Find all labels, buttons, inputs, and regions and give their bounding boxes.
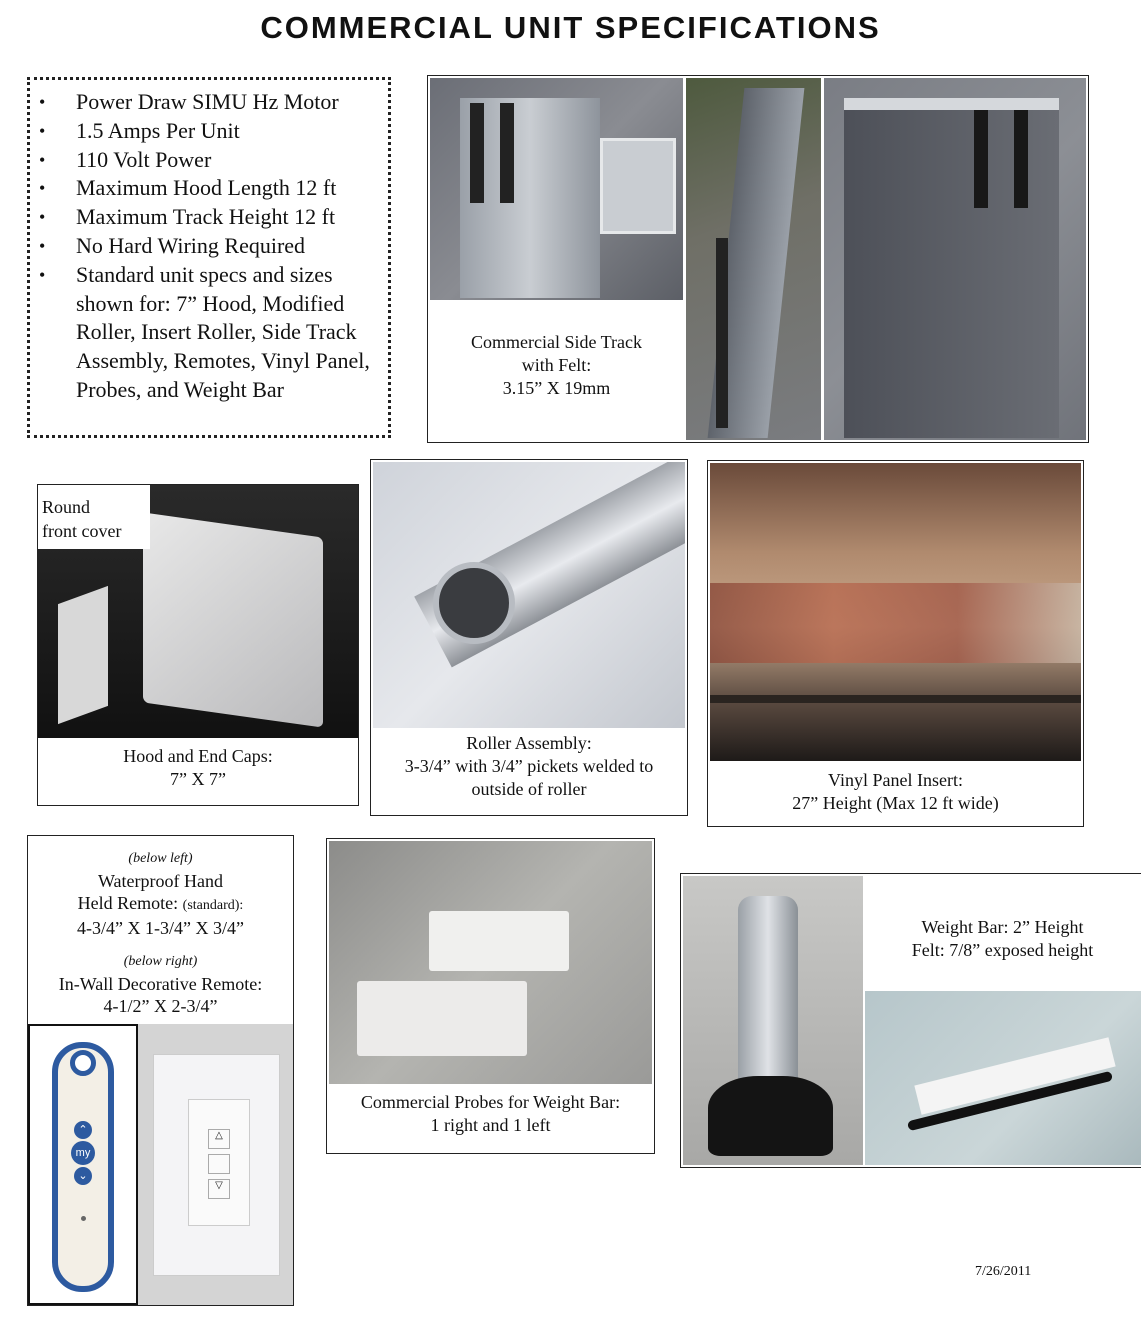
caption-line: 4-1/2” X 2-3/4”: [103, 996, 218, 1016]
vinyl-caption: [708, 769, 1083, 815]
roller-photo: [373, 462, 685, 728]
label-line: front cover: [42, 521, 122, 541]
side-track-caption: [430, 331, 683, 400]
remotes-panel: [27, 835, 294, 1306]
spec-item: • Maximum Hood Length 12 ft: [36, 174, 382, 203]
side-track-photo-1: [430, 78, 683, 300]
probes-panel: [326, 838, 655, 1154]
document-date: 7/26/2011: [975, 1264, 1032, 1279]
round-cover-label: [38, 485, 150, 549]
spec-item: • No Hard Wiring Required: [36, 232, 382, 261]
caption-line: Waterproof Hand: [98, 871, 223, 891]
note: (below left): [128, 851, 193, 866]
label-line: Round: [42, 497, 91, 517]
caption-line: Commercial Probes for Weight Bar:: [360, 1092, 621, 1112]
roller-caption: [371, 732, 687, 801]
my-button-icon: my: [71, 1141, 95, 1165]
caption-line: Vinyl Panel Insert:: [828, 770, 963, 790]
caption-note: (standard):: [182, 898, 244, 913]
spec-item: • 110 Volt Power: [36, 146, 382, 175]
probes-photo: [329, 841, 652, 1084]
caption-line: 7” X 7”: [170, 769, 226, 789]
caption-line: Weight Bar: 2” Height: [921, 917, 1084, 937]
weight-bar-panel: [680, 873, 1141, 1168]
caption-line: outside of roller: [471, 779, 587, 799]
weight-bar-photo-2: [865, 991, 1141, 1165]
side-track-photo-2: [686, 78, 821, 440]
caption-line: Held Remote:: [77, 893, 179, 913]
caption-line: Roller Assembly:: [466, 733, 592, 753]
caption-line: Commercial Side Track: [471, 332, 642, 352]
vinyl-panel: [707, 460, 1084, 827]
caption-line: Hood and End Caps:: [123, 746, 273, 766]
hood-caption: [38, 745, 358, 791]
note: (below right): [123, 954, 198, 969]
vinyl-photo: [710, 463, 1081, 761]
hand-remote-photo: ⌃ my ⌄: [28, 1024, 138, 1305]
page-title: COMMERCIAL UNIT SPECIFICATIONS: [260, 10, 881, 45]
caption-line: 27” Height (Max 12 ft wide): [792, 793, 999, 813]
remotes-caption: [28, 848, 293, 1017]
spec-list-box: [27, 77, 391, 438]
weight-bar-photo-1: [683, 876, 863, 1165]
weight-bar-caption: [865, 916, 1140, 962]
caption-line: 4-3/4” X 1-3/4” X 3/4”: [77, 918, 244, 938]
caption-line: 3-3/4” with 3/4” pickets welded to: [404, 756, 654, 776]
wall-remote-photo: △ ▽: [138, 1024, 293, 1305]
caption-line: In-Wall Decorative Remote:: [58, 974, 263, 994]
spec-item: • Standard unit specs and sizes shown for: 7” Hood, Modified Roller, Insert Roller, Side Track Assembly, Remotes, Vinyl Panel, Probes, and Weight Bar: [36, 261, 382, 405]
probes-caption: [327, 1091, 654, 1137]
caption-line: 3.15” X 19mm: [502, 378, 611, 398]
caption-line: with Felt:: [521, 355, 592, 375]
spec-item: • 1.5 Amps Per Unit: [36, 117, 382, 146]
side-track-photo-3: [824, 78, 1086, 440]
hood-photo: [38, 485, 358, 738]
caption-line: 1 right and 1 left: [430, 1115, 551, 1135]
roller-panel: [370, 459, 688, 816]
hood-panel: [37, 484, 359, 806]
side-track-panel: [427, 75, 1089, 443]
caption-line: Felt: 7/8” exposed height: [911, 940, 1094, 960]
spec-item: • Maximum Track Height 12 ft: [36, 203, 382, 232]
spec-item: • Power Draw SIMU Hz Motor: [36, 88, 382, 117]
